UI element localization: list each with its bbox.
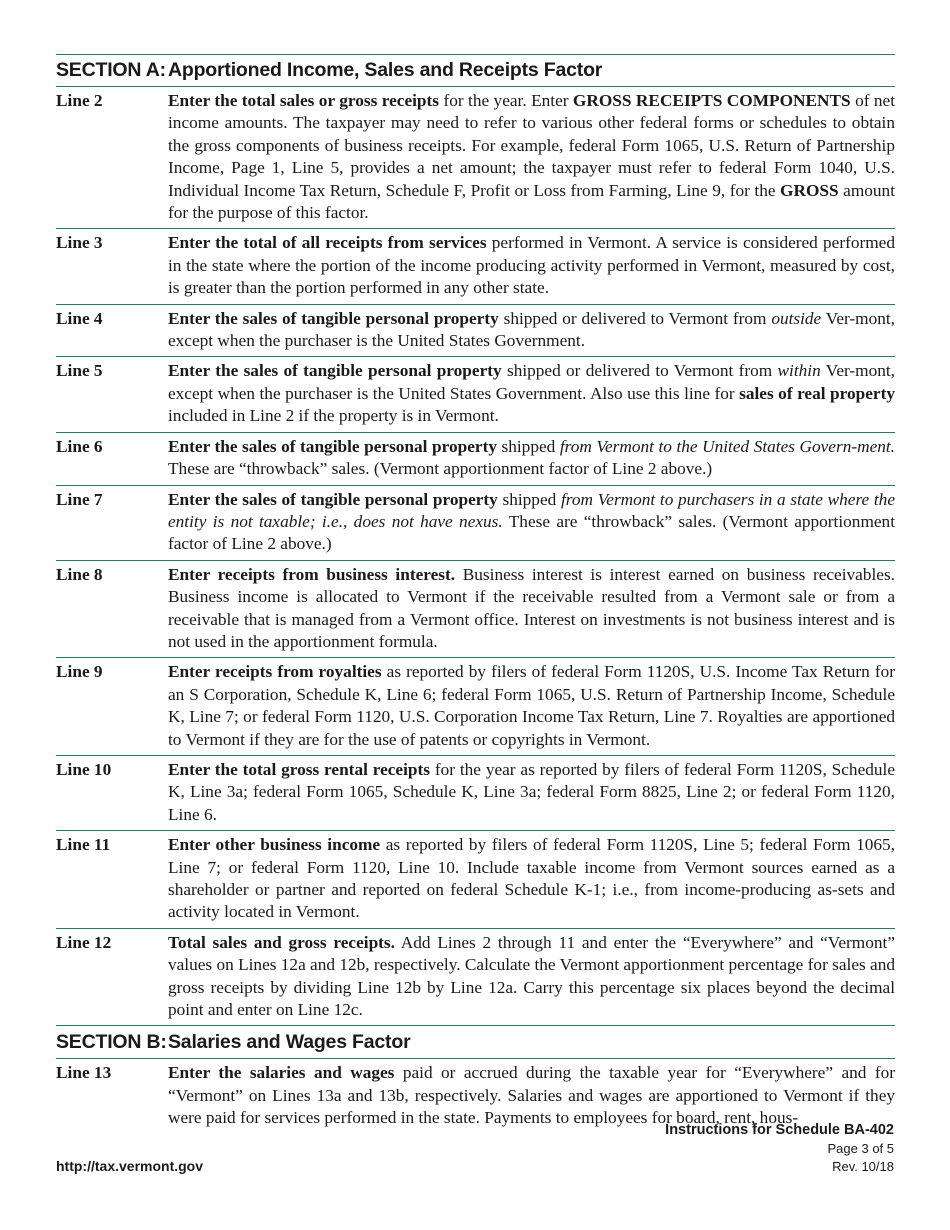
line-number: Line 6 — [56, 436, 103, 456]
bold-text: Enter the sales of tangible personal property — [168, 361, 502, 381]
instruction-line-row — [56, 929, 895, 1026]
line-instruction-text — [168, 932, 895, 1022]
bold-text: Enter the sales of tangible personal property — [168, 489, 498, 509]
text-run: paid or accrued during the taxable year for “Everywhere” and for “Vermont” on Lines 13a and 13b, respectively. Salaries and wages are apportioned to Vermont if they were paid for services performed in the state. Payments to employees for board, rent, hous- — [168, 1063, 895, 1128]
text-run: performed in Vermont. A service is considered performed in the state where the portion of the income producing activity performed in Vermont, measured by cost, is greater than the portion performed in any other state. — [168, 233, 895, 298]
instruction-line-row — [56, 561, 895, 658]
line-number: Line 10 — [56, 759, 112, 779]
line-instruction-text — [168, 1062, 895, 1129]
line-number: Line 11 — [56, 835, 111, 855]
bold-text: Enter the total of all receipts from services — [168, 233, 487, 253]
text-run: These are “throwback” sales. (Vermont apportionment factor of Line 2 above.) — [168, 459, 713, 479]
italic-text: within — [777, 361, 821, 381]
text-run: of net income amounts. The taxpayer may need to refer to various other federal forms or schedules to obtain the gross components of business receipts. For example, federal Form 1065, U.S. Return of Partnership Income, Page 1, Line 5, provides a net amount; the taxpayer must refer to federal Form 1040, U.S. Individual Income Tax Return, Schedule F, Profit or Loss from Farming, Line 9, for the — [168, 91, 896, 200]
italic-text: from Vermont to purchasers in a state where the entity is not taxable; i.e., does not have nexus. — [168, 489, 895, 531]
footer-page-number: Page 3 of 5 — [827, 1141, 894, 1156]
text-run: for the year. Enter — [439, 91, 573, 110]
line-instruction-text — [168, 834, 895, 924]
section-b-title: Salaries and Wages Factor — [168, 1031, 411, 1054]
line-number: Line 3 — [56, 233, 103, 253]
line-instruction-text — [168, 564, 895, 654]
line-instruction-text — [168, 661, 895, 751]
text-run: Add Lines 2 through 11 and enter the “Everywhere” and “Vermont” values on Lines 12a and 12b, respectively. Calculate the Vermont apportionment percentage for sales and gross receipts by dividing Line 12b by Line 12a. Carry this percentage six places beyond the decimal point and enter on Line 12c. — [168, 932, 896, 1020]
line-instruction-text — [168, 436, 895, 481]
bold-text: Enter receipts from business interest. — [168, 564, 456, 584]
line-instruction-text — [168, 232, 895, 299]
bold-text: Enter the sales of tangible personal property — [168, 308, 499, 328]
instruction-line-row — [56, 658, 895, 755]
instruction-line-row — [56, 486, 895, 560]
footer-revision: Rev. 10/18 — [832, 1159, 894, 1174]
line-number: Line 9 — [56, 662, 103, 682]
line-instruction-text — [168, 360, 895, 427]
text-run: as reported by filers of federal Form 1120S, U.S. Income Tax Return for an S Corporation, Schedule K, Line 6; federal Form 1065, U.S. Return of Partnership Income, Schedule K, Line 7; or federal Form 1120, U.S. Corporation Income Tax Return, Line 7. Royalties are apportioned to Vermont if they are for the use of patents or copyrights in Vermont. — [168, 662, 895, 749]
line-instruction-text — [168, 489, 895, 556]
instruction-line-row — [56, 433, 895, 485]
section-a-lines — [56, 86, 895, 1026]
italic-text: from Vermont to the United States Govern-ment. — [559, 436, 896, 456]
section-b-label: SECTION B: — [56, 1031, 167, 1054]
text-run: Ver-mont, except when the purchaser is the United States Government. — [168, 308, 895, 351]
instruction-line-row — [56, 87, 895, 228]
instruction-line-row — [56, 357, 895, 431]
line-number: Line 12 — [56, 932, 112, 952]
section-a-title: Apportioned Income, Sales and Receipts Factor — [168, 59, 603, 81]
bold-text: Enter the salaries and wages — [168, 1063, 395, 1083]
bold-text: GROSS RECEIPTS COMPONENTS — [572, 91, 851, 110]
text-run: shipped — [496, 436, 560, 456]
instruction-line-row — [56, 756, 895, 830]
bold-text: sales of real property — [739, 383, 895, 403]
section-a-label: SECTION A: — [56, 59, 166, 81]
line-number: Line 13 — [56, 1063, 112, 1083]
text-run: shipped — [497, 489, 561, 509]
instruction-line-row — [56, 229, 895, 303]
bold-text: GROSS — [780, 180, 839, 200]
text-run: Business interest is interest earned on business receivables. Business income is allocated to Vermont if the receivable resulted from a Vermont sale or from a receivable that is managed from a Vermont office. Interest on investments is not business interest and is not used in the apportionment formula. — [168, 564, 895, 651]
line-number: Line 7 — [56, 489, 103, 509]
text-run: Ver-mont, except when the purchaser is the United States Government. Also use this line for — [168, 361, 895, 403]
line-number: Line 8 — [56, 564, 103, 584]
section-a-heading — [56, 59, 895, 82]
text-run: shipped or delivered to Vermont from — [498, 308, 772, 328]
text-run: These are “throwback” sales. (Vermont apportionment factor of Line 2 above.) — [168, 511, 895, 554]
instruction-line-row — [56, 305, 895, 357]
instruction-line-row — [56, 831, 895, 928]
line-number: Line 4 — [56, 308, 103, 328]
text-run: included in Line 2 if the property is in Vermont. — [168, 406, 499, 426]
line-instruction-text — [168, 308, 895, 353]
text-run: as reported by filers of federal Form 1120S, Line 5; federal Form 1065, Line 7; or federal Form 1120, Line 10. Include taxable income from Vermont sources earned as a shareholder or partner and reported on federal Schedule K-1; i.e., from income-producing as-sets and activity located in Vermont. — [168, 835, 895, 922]
footer-url-link[interactable]: http://tax.vermont.gov — [56, 1158, 204, 1174]
bold-text: Total sales and gross receipts. — [168, 932, 395, 952]
bold-text: Enter other business income — [168, 835, 381, 855]
bold-text: Enter receipts from royalties — [168, 662, 382, 682]
document-body — [56, 54, 895, 1134]
text-run: for the year as reported by filers of federal Form 1120S, Schedule K, Line 3a; federal Form 1065, Schedule K, Line 3a; federal Form 8825, Line 2; or federal Form 1120, Line 6. — [168, 759, 895, 824]
line-number: Line 5 — [56, 361, 103, 381]
bold-text: Enter the sales of tangible personal property — [168, 436, 497, 456]
section-rule — [56, 1025, 895, 1026]
text-run: shipped or delivered to Vermont from — [501, 361, 778, 381]
italic-text: outside — [771, 308, 822, 328]
line-number: Line 2 — [56, 91, 103, 110]
text-run: amount for the purpose of this factor. — [168, 180, 895, 223]
section-rule — [56, 54, 895, 55]
footer-doc-title: Instructions for Schedule BA-402 — [665, 1122, 894, 1138]
line-instruction-text — [168, 90, 895, 224]
section-b-heading — [56, 1031, 895, 1054]
footer-info — [665, 1121, 894, 1176]
line-instruction-text — [168, 759, 895, 826]
bold-text: Enter the total sales or gross receipts — [168, 91, 440, 110]
bold-text: Enter the total gross rental receipts — [168, 759, 430, 779]
